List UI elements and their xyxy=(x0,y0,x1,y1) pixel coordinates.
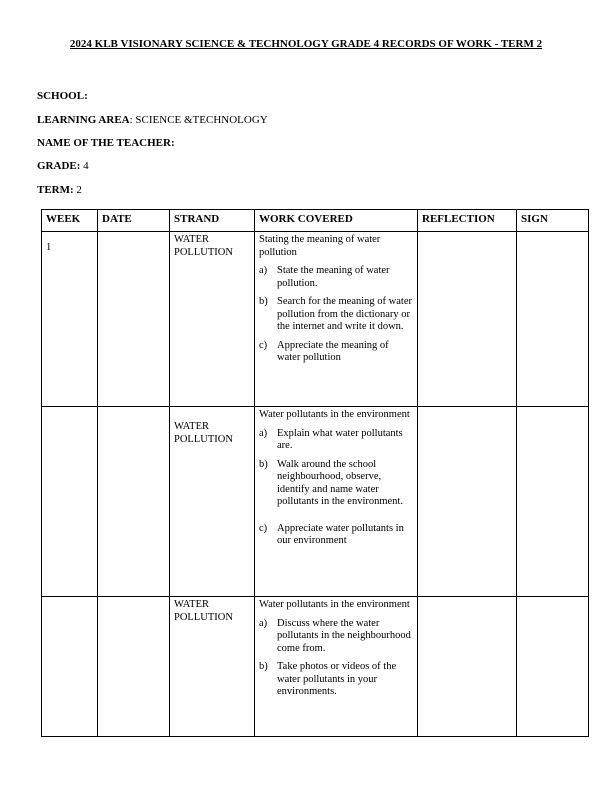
item-text: Search for the meaning of water pollution from the dictionary or the internet and write it down. xyxy=(277,296,412,332)
term-label: TERM: xyxy=(37,184,74,196)
work-items xyxy=(259,618,413,699)
item-text: Explain what water pollutants are. xyxy=(277,427,403,451)
date-cell xyxy=(98,232,170,407)
list-item xyxy=(259,296,413,334)
list-item xyxy=(259,459,413,509)
term-field xyxy=(37,184,82,196)
item-text: State the meaning of water pollution. xyxy=(277,265,390,289)
sign-cell xyxy=(517,597,589,737)
work-items xyxy=(259,428,413,548)
item-text: Appreciate water pollutants in our environment xyxy=(277,522,404,546)
item-marker: b) xyxy=(259,458,268,470)
item-marker: a) xyxy=(259,427,268,439)
grade-field xyxy=(37,160,89,172)
list-item xyxy=(259,523,413,548)
learning-area-label: LEARNING AREA xyxy=(37,114,130,126)
week-cell xyxy=(42,407,98,597)
date-cell xyxy=(98,407,170,597)
table-row xyxy=(42,407,589,597)
grade-label: GRADE: xyxy=(37,160,81,172)
work-covered-cell xyxy=(255,597,418,737)
school-field xyxy=(37,90,88,102)
item-text: Walk around the school neighbourhood, observe, identify and name water pollutants in the environment. xyxy=(277,458,403,507)
header-sign: SIGN xyxy=(517,210,589,232)
header-strand: STRAND xyxy=(170,210,255,232)
item-marker: a) xyxy=(259,265,268,276)
records-of-work-table xyxy=(41,209,589,737)
term-value: 2 xyxy=(73,184,82,196)
list-item xyxy=(259,618,413,656)
grade-value: 4 xyxy=(80,160,89,172)
item-text: Discuss where the water pollutants in the neighbourhood come from. xyxy=(277,617,411,654)
work-title: Water pollutants in the environment xyxy=(259,409,410,420)
strand-cell: WATER POLLUTION xyxy=(170,407,255,597)
learning-area-value: : SCIENCE &TECHNOLOGY xyxy=(129,114,268,126)
header-work-covered: WORK COVERED xyxy=(255,210,418,232)
work-items xyxy=(259,265,413,365)
reflection-cell xyxy=(418,407,517,597)
item-marker: b) xyxy=(259,296,268,307)
teacher-label: NAME OF THE TEACHER: xyxy=(37,137,175,149)
learning-area-field xyxy=(37,114,268,126)
reflection-cell xyxy=(418,232,517,407)
reflection-cell xyxy=(418,597,517,737)
strand-cell: WATER POLLUTION xyxy=(170,597,255,737)
work-covered-cell xyxy=(255,407,418,597)
table-row xyxy=(42,232,589,407)
school-label: SCHOOL: xyxy=(37,90,88,102)
sign-cell xyxy=(517,232,589,407)
date-cell xyxy=(98,597,170,737)
teacher-field xyxy=(37,137,175,149)
sign-cell xyxy=(517,407,589,597)
header-date: DATE xyxy=(98,210,170,232)
work-title: Water pollutants in the environment xyxy=(259,599,410,610)
item-marker: b) xyxy=(259,661,268,672)
item-text: Take photos or videos of the water pollutants in your environments. xyxy=(277,661,397,697)
strand-cell: WATER POLLUTION xyxy=(170,232,255,407)
list-item xyxy=(259,265,413,290)
table-row xyxy=(42,597,589,737)
work-title: Stating the meaning of water pollution xyxy=(259,234,381,258)
header-reflection: REFLECTION xyxy=(418,210,517,232)
list-item xyxy=(259,428,413,453)
header-week: WEEK xyxy=(42,210,98,232)
week-cell: 1 xyxy=(42,232,98,407)
work-covered-cell xyxy=(255,232,418,407)
item-text: Appreciate the meaning of water pollution xyxy=(277,339,389,363)
list-item xyxy=(259,340,413,365)
week-cell xyxy=(42,597,98,737)
list-item xyxy=(259,661,413,699)
document-title: 2024 KLB VISIONARY SCIENCE & TECHNOLOGY GRADE 4 RECORDS OF WORK - TERM 2 xyxy=(69,38,543,50)
item-marker: c) xyxy=(259,339,268,351)
table-header-row xyxy=(42,210,589,232)
item-marker: c) xyxy=(259,522,268,534)
item-marker: a) xyxy=(259,617,268,629)
